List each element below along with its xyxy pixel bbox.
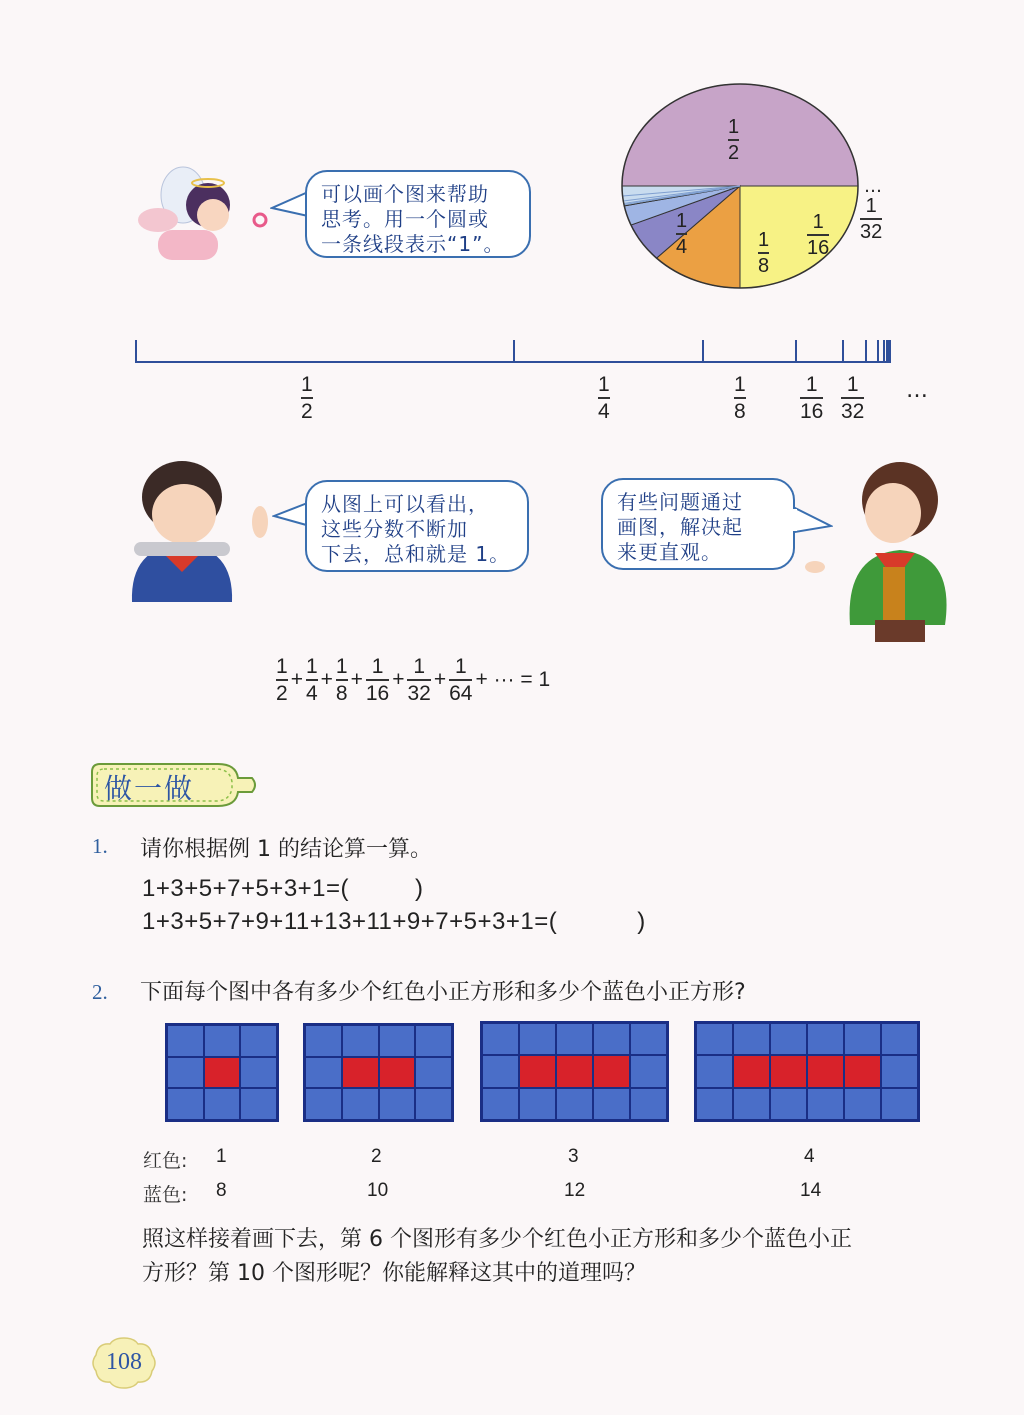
blue-square xyxy=(167,1088,204,1120)
angel-speech-bubble xyxy=(305,170,531,258)
blue-square xyxy=(415,1057,452,1089)
bubble-line: 思考。用一个圆或 xyxy=(321,207,489,231)
blue-square xyxy=(482,1055,519,1087)
follow-up-text: 照这样接着画下去，第 6 个图形有多少个红色小正方形和多少个蓝色小正 xyxy=(142,1227,852,1252)
square-figure-4 xyxy=(694,1021,920,1122)
red-label: 红色: xyxy=(143,1150,188,1172)
plus-sign: + xyxy=(320,668,333,691)
blue-square xyxy=(305,1088,342,1120)
boy-speech-bubble xyxy=(305,480,529,572)
pie-slice-half xyxy=(622,84,858,186)
bubble-line: 来更直观。 xyxy=(617,540,722,564)
blue-count: 8 xyxy=(216,1180,227,1201)
series-term: $\frac{1}{64}$ xyxy=(449,655,473,705)
square-figure-1 xyxy=(165,1023,279,1122)
line-label-half: 1 2 xyxy=(301,373,313,423)
blue-square xyxy=(696,1023,733,1055)
blue-square xyxy=(696,1055,733,1087)
pie-label-quarter: 1 4 xyxy=(676,210,688,258)
blue-square xyxy=(696,1088,733,1120)
bubble-line: 画图，解决起 xyxy=(617,515,743,539)
pie-label-thirty-second: 1 32 xyxy=(860,195,883,243)
equation-2-text: 1+3+5+7+9+11+13+11+9+7+5+3+1=( xyxy=(142,908,558,935)
angel-bubble-tail xyxy=(270,190,310,220)
blue-square xyxy=(881,1088,918,1120)
blue-square xyxy=(807,1088,844,1120)
blue-square xyxy=(733,1023,770,1055)
series-term: $\frac{1}{4}$ xyxy=(305,655,318,705)
blue-square xyxy=(630,1055,667,1087)
series-term: $\frac{1}{8}$ xyxy=(335,655,348,705)
line-label-quarter: 1 4 xyxy=(598,373,610,423)
red-count: 3 xyxy=(568,1146,579,1167)
plus-sign: + xyxy=(290,668,303,691)
red-square xyxy=(556,1055,593,1087)
blue-square xyxy=(167,1025,204,1057)
red-square xyxy=(807,1055,844,1087)
red-square xyxy=(379,1057,416,1089)
blue-square xyxy=(733,1088,770,1120)
question-number: 1. xyxy=(92,834,108,858)
blue-square xyxy=(342,1025,379,1057)
page-number-badge xyxy=(90,1335,158,1391)
plus-sign: + xyxy=(350,668,363,691)
equation-1-text: 1+3+5+7+5+3+1=( xyxy=(142,875,350,902)
blue-square xyxy=(630,1088,667,1120)
line-ellipsis: … xyxy=(906,378,928,403)
red-count: 2 xyxy=(371,1146,382,1167)
blue-square xyxy=(556,1023,593,1055)
series-equation xyxy=(276,654,550,706)
blue-count: 10 xyxy=(367,1180,389,1201)
blue-square xyxy=(482,1088,519,1120)
bubble-line: 可以画个图来帮助 xyxy=(321,182,489,206)
pie-ellipsis: … xyxy=(864,176,882,197)
red-count: 4 xyxy=(804,1146,815,1167)
square-figure-3 xyxy=(480,1021,669,1122)
blue-square xyxy=(482,1023,519,1055)
red-count: 1 xyxy=(216,1146,227,1167)
series-term: $\frac{1}{32}$ xyxy=(407,655,431,705)
line-label-thirty-second: 1 32 xyxy=(841,373,865,423)
angel-illustration xyxy=(128,165,278,285)
red-square xyxy=(342,1057,379,1089)
bubble-line: 有些问题通过 xyxy=(617,490,743,514)
red-square xyxy=(733,1055,770,1087)
red-square xyxy=(844,1055,881,1087)
blue-square xyxy=(630,1023,667,1055)
pie-label-half: 1 2 xyxy=(728,116,740,164)
equation-1 xyxy=(142,875,424,903)
red-square xyxy=(204,1057,241,1089)
blue-square xyxy=(204,1088,241,1120)
question-text: 下面每个图中各有多少个红色小正方形和多少个蓝色小正方形? xyxy=(140,980,746,1005)
blue-square xyxy=(240,1025,277,1057)
question-number: 2. xyxy=(92,980,108,1004)
blue-square xyxy=(519,1088,556,1120)
bubble-line: 这些分数不断加 xyxy=(321,517,468,541)
blue-square xyxy=(240,1057,277,1089)
blue-square xyxy=(305,1025,342,1057)
blue-count: 12 xyxy=(564,1180,586,1201)
equation-1-close: ) xyxy=(415,875,424,902)
pie-label-sixteenth: 1 16 xyxy=(807,211,830,259)
plus-sign: + xyxy=(392,668,405,691)
blue-square xyxy=(379,1025,416,1057)
follow-up-text: 方形？第 10 个图形呢？你能解释这其中的道理吗？ xyxy=(142,1261,646,1286)
section-badge xyxy=(88,758,260,812)
equation-2-close: ) xyxy=(637,908,646,935)
blue-square xyxy=(881,1023,918,1055)
blue-square xyxy=(770,1088,807,1120)
number-line xyxy=(130,336,900,370)
series-tail: + ··· = 1 xyxy=(475,668,551,691)
blue-square xyxy=(844,1023,881,1055)
pie-label-eighth: 1 8 xyxy=(758,229,770,277)
blue-square xyxy=(770,1023,807,1055)
blue-square xyxy=(342,1088,379,1120)
square-figure-2 xyxy=(303,1023,454,1122)
blue-square xyxy=(415,1088,452,1120)
blue-label: 蓝色: xyxy=(143,1184,188,1206)
blue-square xyxy=(807,1023,844,1055)
blue-square xyxy=(519,1023,556,1055)
bubble-line: 下去，总和就是 1。 xyxy=(321,542,511,566)
blue-square xyxy=(593,1023,630,1055)
series-term: $\frac{1}{16}$ xyxy=(365,655,390,705)
plus-sign: + xyxy=(433,668,447,691)
bubble-line: 从图上可以看出， xyxy=(321,492,489,516)
red-square xyxy=(770,1055,807,1087)
blue-square xyxy=(556,1088,593,1120)
fraction-pie-chart xyxy=(620,82,870,294)
page-number: 108 xyxy=(106,1349,142,1375)
boy-illustration xyxy=(112,452,272,612)
blue-count: 14 xyxy=(800,1180,822,1201)
blue-square xyxy=(844,1088,881,1120)
blue-square xyxy=(167,1057,204,1089)
blue-square xyxy=(881,1055,918,1087)
blue-square xyxy=(240,1088,277,1120)
blue-square xyxy=(305,1057,342,1089)
line-label-sixteenth: 1 16 xyxy=(800,373,824,423)
series-term: $\frac{1}{2}$ xyxy=(276,655,288,705)
bubble-line: 一条线段表示“1”。 xyxy=(321,232,505,256)
equation-2 xyxy=(142,908,646,936)
girl-illustration xyxy=(805,455,965,645)
line-label-eighth: 1 8 xyxy=(734,373,746,423)
red-square xyxy=(593,1055,630,1087)
blue-square xyxy=(379,1088,416,1120)
blue-square xyxy=(204,1025,241,1057)
question-text: 请你根据例 1 的结论算一算。 xyxy=(140,837,432,862)
section-title: 做一做 xyxy=(104,772,195,805)
girl-speech-bubble xyxy=(601,478,795,570)
blue-square xyxy=(593,1088,630,1120)
red-square xyxy=(519,1055,556,1087)
blue-square xyxy=(415,1025,452,1057)
